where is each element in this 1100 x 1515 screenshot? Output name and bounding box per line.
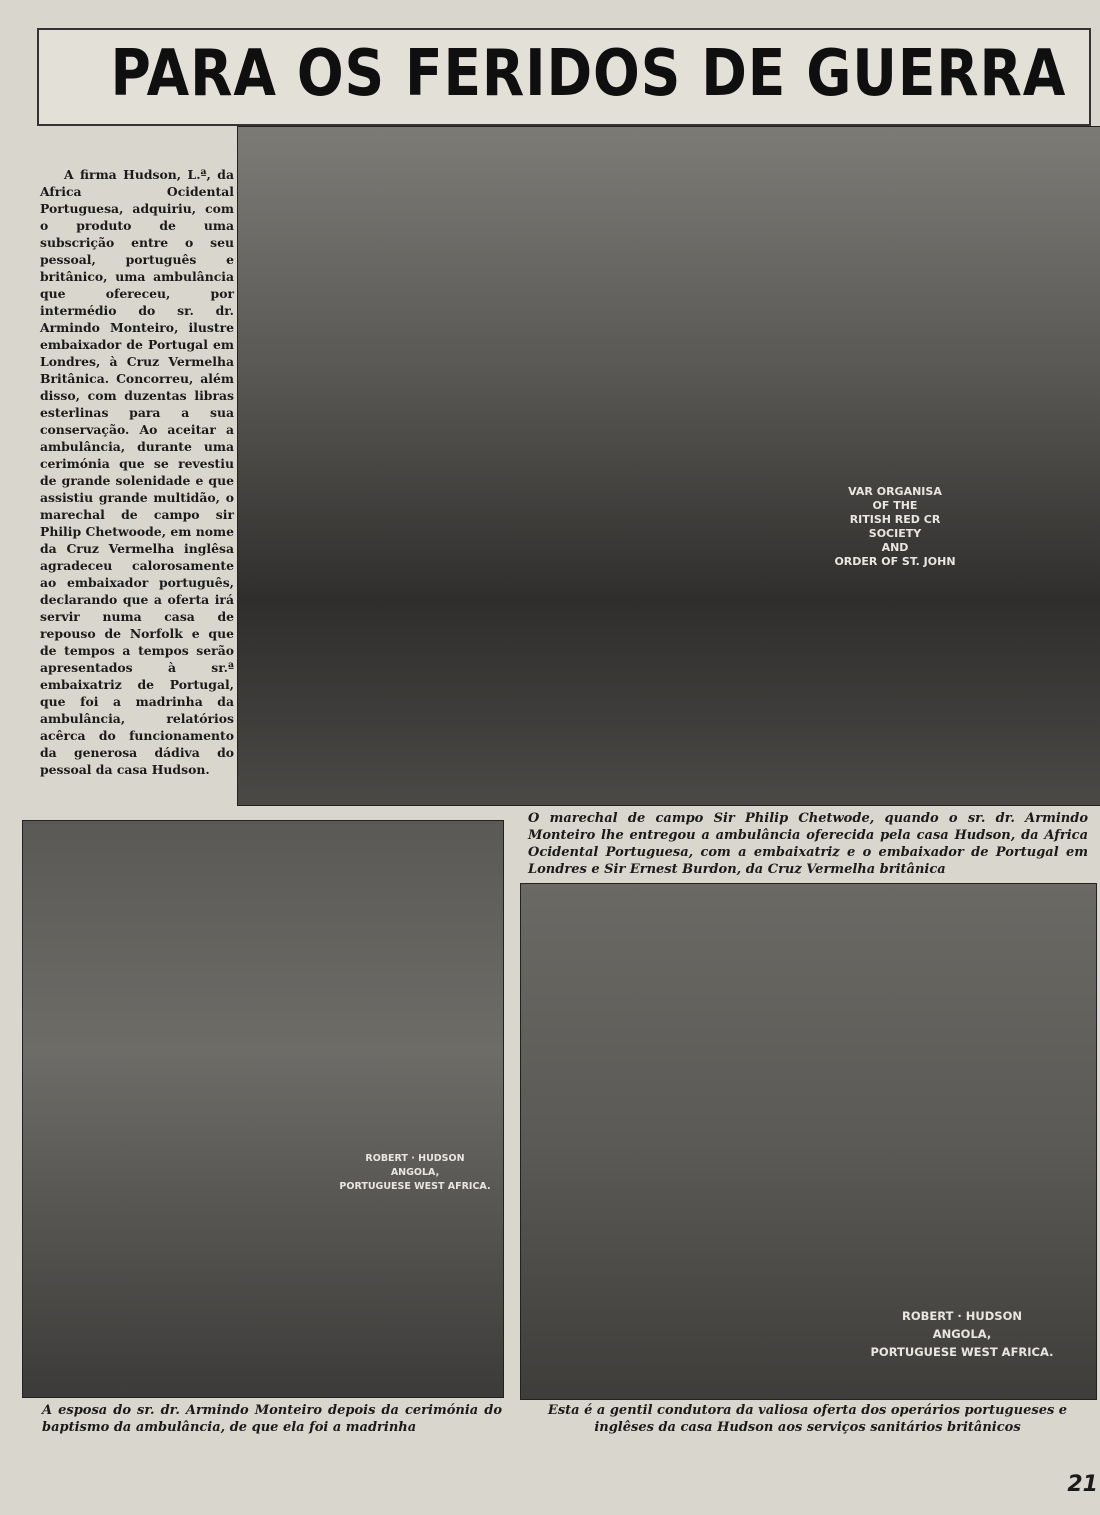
vehicle-lettering-left bbox=[330, 1152, 500, 1194]
article-body: A firma Hudson, L.ª, da Africa Ocidental Portuguesa, adquiriu, com o produto de uma subscrição entre o seu pessoal, português e britânico, uma ambulância que ofereceu, por intermédio do sr. dr. Armindo Monteiro, ilustre embaixador de Portugal em Londres, à Cruz Vermelha Britânica. Concorreu, além disso, com duzentas libras esterlinas para a sua conservação. Ao aceitar a ambulância, durante uma cerimónia que se revestiu de grande solenidade e que assistiu grande multidão, o marechal de campo sir Philip Chetwoode, em nome da Cruz Vermelha inglêsa agradeceu calorosamente ao embaixador português, declarando que a oferta irá servir numa casa de repouso de Norfolk e que de tempos a tempos serão apresentados à sr.ª embaixatriz de Portugal, que foi a madrinha da ambulância, relatórios acêrca do funcionamento da generosa dádiva do pessoal da casa Hudson. bbox=[40, 167, 234, 777]
lettering-line: PORTUGUESE WEST AFRICA. bbox=[870, 1345, 1054, 1359]
lettering-line: ANGOLA, bbox=[932, 1327, 992, 1341]
lettering-line: ROBERT · HUDSON bbox=[901, 1309, 1022, 1323]
page-number: 21 bbox=[1067, 1472, 1098, 1497]
ambulance-door-lettering bbox=[820, 485, 970, 569]
caption-main-photo: O marechal de campo Sir Philip Chetwode, quando o sr. dr. Armindo Monteiro lhe entregou a ambulância oferecida pela casa Hudson, da Africa Ocidental Portuguesa, com a embaixatriz e o embaixador de Portugal em Londres e Sir Ernest Burdon, da Cruz Vermelha britânica bbox=[528, 811, 1088, 877]
lettering-line: SOCIETY bbox=[868, 527, 922, 540]
caption-left-photo: A esposa do sr. dr. Armindo Monteiro depois da cerimónia do baptismo da ambulância, de que ela foi a madrinha bbox=[42, 1403, 502, 1435]
caption-right-photo: Esta é a gentil condutora da valiosa oferta dos operários portugueses e inglêses da casa Hudson aos serviços sanitários britânicos bbox=[547, 1403, 1068, 1435]
lettering-line: ANGOLA, bbox=[390, 1167, 440, 1178]
vehicle-lettering-right bbox=[862, 1307, 1062, 1361]
photo-ambulance-ceremony bbox=[237, 126, 1100, 806]
lettering-line: ROBERT · HUDSON bbox=[365, 1153, 465, 1164]
lettering-line: ORDER OF ST. JOHN bbox=[834, 555, 956, 568]
lettering-line: AND bbox=[881, 541, 909, 554]
lettering-line: RITISH RED CR bbox=[849, 513, 941, 526]
page-title: PARA OS FERIDOS DE GUERRA bbox=[110, 37, 1067, 111]
lettering-line: VAR ORGANISA bbox=[848, 485, 942, 498]
lettering-line: OF THE bbox=[872, 499, 918, 512]
photo-ambassador-wife bbox=[22, 820, 504, 1398]
lettering-line: PORTUGUESE WEST AFRICA. bbox=[339, 1181, 491, 1192]
